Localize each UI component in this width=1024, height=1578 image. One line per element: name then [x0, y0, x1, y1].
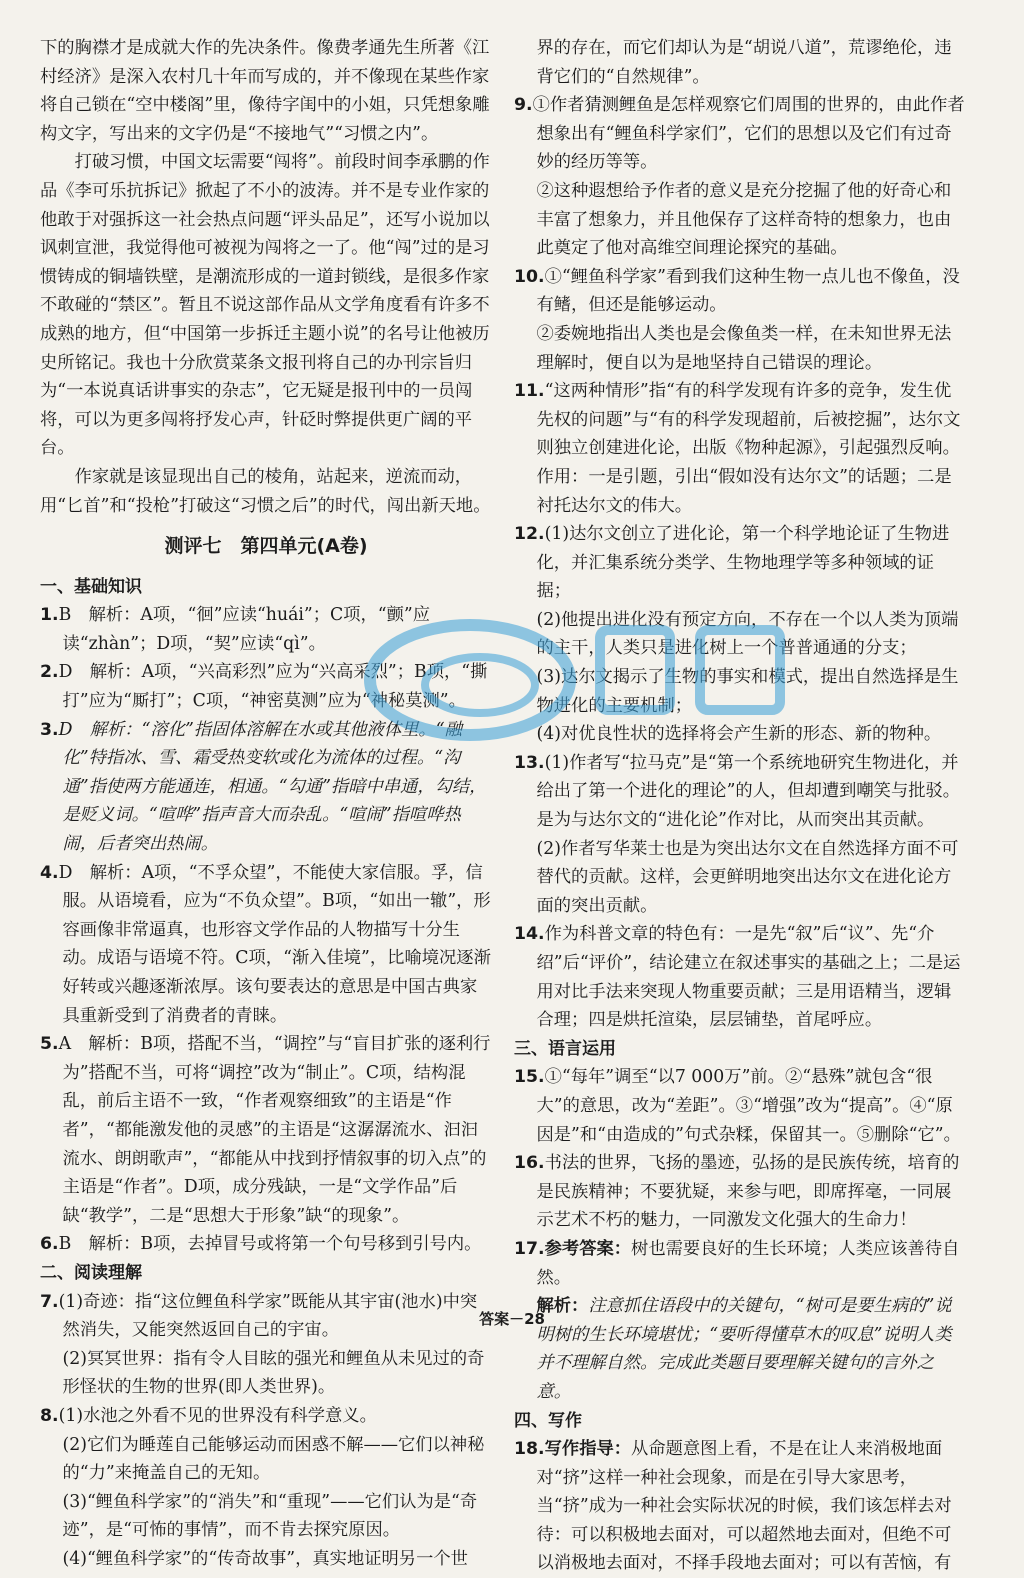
answer-text: ①“鲤鱼科学家”看到我们这种生物一点儿也不像鱼，没有鳍，但还是能够运动。	[536, 266, 960, 316]
answer-6	[40, 1230, 492, 1259]
answer-9	[514, 91, 966, 177]
answer-18	[514, 1435, 966, 1578]
essay-paragraph-3: 作家就是该显现出自己的棱角，站起来，逆流而动，用“匕首”和“投枪”打破这“习惯之后”的时代，闯出新天地。	[40, 466, 491, 516]
answer-12-part-2: (2)他提出进化没有预定方向，不存在一个以人类为顶端的主干，人类只是进化树上一个普普通通的分支；	[536, 609, 959, 659]
answer-17	[514, 1235, 966, 1292]
unit-title: 测评七 第四单元(A卷)	[164, 535, 368, 558]
essay-paragraph-2: 打破习惯，中国文坛需要“闯将”。前段时间李承鹏的作品《李可乐抗拆记》掀起了不小的波涛。并不是专业作家的他敢于对强拆这一社会热点问题“评头品足”，还写小说加以讽刺宣泄，我觉得他可被视为闯将之一了。他“闯”过的是习惯铸成的铜墙铁壁，是潮流形成的一道封锁线，是很多作家不敢碰的“禁区”。暂且不说这部作品从文学角度看有许多不成熟的地方，但“中国第一步拆迁主题小说”的名号让他被历史所铭记。我也十分欣赏菜条文报刊将自己的办刊宗旨归为“一本说真话讲事实的杂志”，它无疑是报刊中的一员闯将，可以为更多闯将抒发心声，针砭时弊提供更广阔的平台。	[40, 152, 490, 459]
answer-number: 7.	[40, 1291, 59, 1312]
answer-11-part-2: 作用：一是引题，引出“假如没有达尔文”的话题；二是衬托达尔文的伟大。	[536, 466, 952, 516]
answer-number: 5.	[40, 1034, 59, 1055]
answer-text: (1)作者写“拉马克”是“第一个系统地研究生物进化，并给出了第一个进化的理论”的人，但却遭到嘲笑与批驳。是为与达尔文的“进化论”作对比，从而突出其贡献。	[536, 752, 961, 831]
answer-2	[40, 658, 492, 715]
left-column	[40, 34, 492, 1573]
answer-12-part-3: (3)达尔文揭示了生物的事实和模式，提出自然选择是生物进化的主要机制；	[536, 667, 959, 716]
answer-16	[514, 1149, 966, 1235]
answer-8	[40, 1402, 492, 1431]
page-footer: 答案－28	[479, 1310, 545, 1328]
answer-number: 11.	[514, 381, 545, 402]
answer-text: 书法的世界，飞扬的墨迹，弘扬的是民族传统，培育的是民族精神；不要犹疑，来参与吧，即席挥毫，一同展示艺术不朽的魅力，一同激发文化强大的生命力！	[536, 1153, 960, 1231]
section-basic-knowledge: 一、基础知识	[40, 576, 142, 597]
answer-text: ①“每年”调至“以7 000万”前。②“悬殊”就包含“很大”的意思，改为“差距”。③“增强”改为“提高”。④“原因是”和“由造成的”句式杂糅，保留其一。⑤删除“它”。	[536, 1067, 961, 1145]
answer-9-part-2: ②这种遐想给予作者的意义是充分挖掘了他的好奇心和丰富了想象力，并且他保存了这样奇特的想象力，也由此奠定了他对高维空间理论探究的基础。	[536, 180, 952, 259]
answer-number: 1.	[40, 605, 59, 626]
answer-text: (1)水池之外看不见的世界没有科学意义。	[58, 1405, 377, 1426]
answer-number: 4.	[40, 862, 59, 883]
answer-11	[514, 377, 966, 463]
answer-text: 树也需要良好的生长环境；人类应该善待自然。	[536, 1238, 960, 1288]
answer-number: 6.	[40, 1234, 59, 1255]
answer-text: 作为科普文章的特色有：一是先“叙”后“议”、先“介绍”后“评价”，结论建立在叙述事实的基础之上；二是运用对比手法来突现人物重要贡献；三是用语精当，逻辑合理；四是烘托渲染，层层铺垫，首尾呼应。	[536, 924, 961, 1031]
answer-1	[40, 601, 492, 658]
answer-text: ①作者猜测鲤鱼是怎样观察它们周围的世界的，由此作者想象出有“鲤鱼科学家们”，它们的思想以及它们有过奇妙的经历等等。	[532, 95, 965, 173]
answer-8-part-3: (3)“鲤鱼科学家”的“消失”和“重现”——它们认为是“奇迹”，是“可怖的事情”，而不肯去探究原因。	[62, 1491, 478, 1541]
answer-13-part-2: (2)作者写华莱士也是为突出达尔文在自然选择方面不可替代的贡献。这样，会更鲜明地突出达尔文在进化论方面的突出贡献。	[536, 838, 959, 916]
answer-13	[514, 749, 966, 835]
answer-10-part-2: ②委婉地指出人类也是会像鱼类一样，在未知世界无法理解时，便自以为是地坚持自己错误的理论。	[536, 323, 952, 373]
essay-paragraph-1: 下的胸襟才是成就大作的先决条件。像费孝通先生所著《江村经济》是深入农村几十年而写成的，并不像现在某些作家将自己锁在“空中楼阁”里，像待字闺中的小姐，只凭想象雕构文字，写出来的文字仍是“不接地气”“习惯之内”。	[40, 38, 490, 144]
answer-8-part-2: (2)它们为睡莲自己能够运动而困惑不解——它们以神秘的“力”来掩盖自己的无知。	[62, 1434, 485, 1484]
right-column	[514, 34, 966, 1578]
answer-10	[514, 263, 966, 320]
answer-text: (1)达尔文创立了进化论，第一个科学地论证了生物进化，并汇集系统分类学、生物地理学等多种领域的证据；	[536, 524, 950, 602]
answer-number: 13.	[514, 752, 545, 773]
answer-text: D 解析：A项，“不孚众望”，不能使大家信服。孚，信服。从语境看，应为“不负众望”。B项，“如出一辙”，形容画像非常逼真，也形容文学作品的人物描写十分生动。成语与语境不符。C项，“渐入佳境”，比喻境况逐渐好转或兴趣逐渐浓厚。该句要表达的意思是中国古典家具重新受到了消费者的青睐。	[58, 862, 491, 1026]
answer-12	[514, 520, 966, 606]
answer-7-part-2: (2)冥冥世界：指有令人目眩的强光和鲤鱼从未见过的奇形怪状的生物的世界(即人类世界)。	[62, 1348, 485, 1398]
answer-number: 3.	[40, 719, 59, 740]
section-reading: 二、阅读理解	[40, 1262, 142, 1283]
answer-12-part-4: (4)对优良性状的选择将会产生新的形态、新的物种。	[536, 724, 942, 745]
answer-number: 10.	[514, 266, 545, 287]
answer-14	[514, 920, 966, 1034]
answer-text: D 解析：A项，“兴高彩烈”应为“兴高采烈”；B项，“撕打”应为“厮打”；C项，“神密莫测”应为“神秘莫测”。	[58, 662, 488, 712]
answer-text: (1)奇迹：指“这位鲤鱼科学家”既能从其宇宙(池水)中突然消失，又能突然返回自己的宇宙。	[58, 1291, 478, 1341]
answer-3	[40, 716, 492, 859]
answer-8-continued: 界的存在，而它们却认为是“胡说八道”，荒谬绝伦，违背它们的“自然规律”。	[536, 38, 952, 87]
answer-15	[514, 1063, 966, 1149]
answer-text: B 解析：A项，“徊”应读“huái”；C项，“颤”应读“zhàn”；D项，“契”应读“qì”。	[58, 605, 431, 654]
answer-number: 18.	[514, 1439, 545, 1460]
answer-number: 15.	[514, 1067, 545, 1088]
explanation-text: 注意抓住语段中的关键句，“树可是要生病的”说明树的生长环境堪忧；“要听得懂草木的叹息”说明人类并不理解自然。完成此类题目要理解关键句的言外之意。	[536, 1296, 952, 1402]
answer-number: 9.	[514, 95, 533, 116]
answer-8-part-4: (4)“鲤鱼科学家”的“传奇故事”，真实地证明另一个世	[62, 1548, 468, 1569]
answer-4	[40, 859, 492, 1031]
answer-number: 17.	[514, 1238, 545, 1259]
answer-text: B 解析：B项，去掉冒号或将第一个句号移到引号内。	[58, 1234, 482, 1255]
answer-number: 2.	[40, 662, 59, 683]
answer-text: D 解析：“溶化”指固体溶解在水或其他液体里。“融化”特指冰、雪、霜受热变软或化为流体的过程。“沟通”指使两方能通连，相通。“勾通”指暗中串通，勾结，是贬义词。“喧哗”指声音大而杂乱。“喧闹”指喧哗热闹，后者突出热闹。	[58, 719, 487, 855]
explanation-label: 解析：	[536, 1296, 589, 1317]
answer-number: 16.	[514, 1153, 545, 1174]
section-language-use: 三、语言运用	[514, 1038, 616, 1059]
answer-text: 从命题意图上看，不是在让人来消极地面对“挤”这样一种社会现象，而是在引导大家思考，当“挤”成为一种社会实际状况的时候，我们该怎样去对待：可以积极地去面对，可以超然地去面对，但绝不可以消极地去面对，不择手段地去面对；可以有苦恼，有	[536, 1439, 952, 1574]
answer-text: A 解析：B项，搭配不当，“调控”与“盲目扩张的逐利行为”搭配不当，可将“调控”改为“制止”。C项，结构混乱，前后主语不一致，“作者观察细致”的主语是“作者”，“都能激发他的灵感”的主语是“这潺潺流水、汩汩流水、朗朗歌声”，“都能从中找到抒情叙事的切入点”的主语是“作者”。D项，成分残缺，一是“文学作品”后缺“教学”，二是“思想大于形象”缺“的现象”。	[58, 1034, 491, 1226]
answer-text: “这两种情形”指“有的科学发现有许多的竞争，发生优先权的问题”与“有的科学发现超前，后被挖掘”，达尔文则独立创建进化论，出版《物种起源》，引起强烈反响。	[536, 381, 961, 459]
answer-5	[40, 1030, 492, 1230]
section-writing: 四、写作	[514, 1410, 582, 1431]
answer-number: 14.	[514, 924, 545, 945]
answer-number: 8.	[40, 1405, 59, 1426]
answer-number: 12.	[514, 524, 545, 545]
answer-label: 写作指导：	[544, 1439, 632, 1460]
answer-label: 参考答案：	[544, 1238, 632, 1259]
